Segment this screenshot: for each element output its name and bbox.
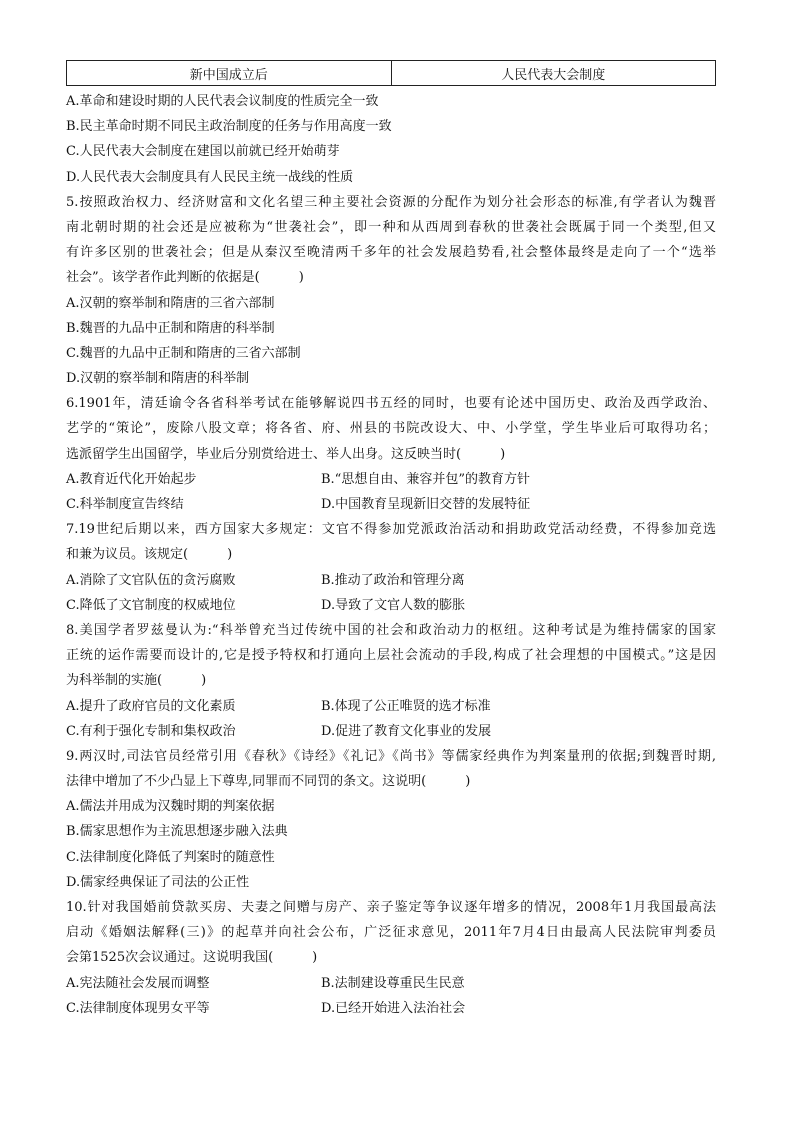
question-stem-line: 为科举制的实施( )	[66, 673, 207, 689]
option-row	[66, 996, 716, 1021]
question-stem-line: 会第1525次会议通过。这说明我国( )	[66, 950, 318, 966]
option-b[interactable]: B.“思想自由、兼容并包”的教育方针	[321, 471, 530, 487]
option-b[interactable]: B.民主革命时期不同民主政治制度的任务与作用高度一致	[66, 119, 392, 135]
option-row	[66, 694, 716, 719]
option-row	[66, 467, 716, 492]
question-stem-line: 9.两汉时,司法官员经常引用《春秋》《诗经》《礼记》《尚书》等儒家经典作为判案量刑的依据;到魏晋时期,	[66, 748, 716, 764]
option-b[interactable]: B.魏晋的九品中正制和隋唐的科举制	[66, 320, 275, 336]
question-6	[66, 391, 716, 517]
question-stem-line: 选派留学生出国留学，毕业后分别赏给进士、举人出身。这反映当时( )	[66, 446, 506, 462]
option-a[interactable]: A.汉朝的察举制和隋唐的三省六部制	[66, 295, 275, 311]
option-c[interactable]: C.法律制度化降低了判案时的随意性	[66, 849, 275, 865]
option-d[interactable]: D.汉朝的察举制和隋唐的科举制	[66, 371, 250, 387]
option-b[interactable]: B.法制建设尊重民生民意	[321, 975, 465, 991]
option-c[interactable]: C.魏晋的九品中正制和隋唐的三省六部制	[66, 345, 301, 361]
option-a[interactable]: A.宪法随社会发展而调整	[66, 975, 210, 991]
question-stem-line: 7.19世纪后期以来，西方国家大多规定：文官不得参加党派政治活动和捐助政党活动经费，不得参加竞选	[66, 522, 716, 538]
question-stem-line: 艺学的“策论”，废除八股文章；将各省、府、州县的书院改设大、中、小学堂，学生毕业后可取得功名；	[66, 421, 716, 437]
question-10	[66, 895, 716, 1021]
option-row	[66, 593, 716, 618]
option-c[interactable]: C.人民代表大会制度在建国以前就已经开始萌芽	[66, 144, 340, 160]
option-d[interactable]: D.人民代表大会制度具有人民民主统一战线的性质	[66, 169, 354, 185]
option-c[interactable]: C.法律制度体现男女平等	[66, 1000, 210, 1016]
option-b[interactable]: B.体现了公正唯贤的选才标准	[321, 698, 491, 714]
option-c[interactable]: C.科举制度宣告终结	[66, 497, 184, 512]
option-row	[66, 971, 716, 996]
question-9	[66, 744, 716, 895]
option-d[interactable]: D.儒家经典保证了司法的公正性	[66, 874, 250, 890]
question-stem-line: 社会”。该学者作此判断的依据是( )	[66, 270, 304, 286]
question-stem-line: 5.按照政治权力、经济财富和文化名望三种主要社会资源的分配作为划分社会形态的标准,有学者认为魏晋	[66, 194, 716, 210]
option-b[interactable]: B.推动了政治和管理分离	[321, 572, 465, 588]
question-stem-line: 和兼为议员。该规定( )	[66, 547, 233, 563]
table-cell-period: 新中国成立后	[67, 61, 392, 86]
option-row	[66, 568, 716, 593]
table-cell-system: 人民代表大会制度	[391, 61, 716, 86]
question-5	[66, 190, 716, 392]
option-c[interactable]: C.降低了文官制度的权威地位	[66, 597, 236, 613]
option-a[interactable]: A.革命和建设时期的人民代表会议制度的性质完全一致	[66, 94, 379, 109]
question-8	[66, 618, 716, 744]
question-stem-line: 法律中增加了不少凸显上下尊卑,同罪而不同罚的条文。这说明( )	[66, 774, 471, 790]
question-stem-line: 6.1901年，清廷谕令各省科举考试在能够解说四书五经的同时，也要有论述中国历史、政治及西学政治、	[66, 396, 716, 412]
option-d[interactable]: D.中国教育呈现新旧交替的发展特征	[321, 497, 531, 512]
option-a[interactable]: A.教育近代化开始起步	[66, 471, 197, 487]
option-row	[66, 492, 716, 517]
option-d[interactable]: D.促进了教育文化事业的发展	[321, 723, 492, 739]
exam-page	[66, 60, 716, 1021]
question-stem-line: 正统的运作需要而设计的,它是授予特权和打通向上层社会流动的手段,构成了社会理想的中国模式。”这是因	[66, 648, 716, 664]
question-stem-line: 有许多区别的世袭社会；但是从秦汉至晚清两千多年的社会发展趋势看,社会整体最终是走向了一个“选举	[66, 245, 716, 261]
question-7	[66, 517, 716, 618]
comparison-table	[66, 60, 716, 86]
option-a[interactable]: A.消除了文官队伍的贪污腐败	[66, 572, 236, 588]
option-d[interactable]: D.导致了文官人数的膨胀	[321, 597, 466, 613]
option-row	[66, 719, 716, 744]
question-4-options	[66, 89, 716, 190]
question-stem-line: 8.美国学者罗兹曼认为:“科举曾充当过传统中国的社会和政治动力的枢纽。这种考试是为维持儒家的国家	[66, 622, 716, 638]
option-b[interactable]: B.儒家思想作为主流思想逐步融入法典	[66, 824, 288, 840]
option-c[interactable]: C.有利于强化专制和集权政治	[66, 723, 236, 739]
table-row	[67, 61, 716, 86]
option-d[interactable]: D.已经开始进入法治社会	[321, 1000, 466, 1016]
question-stem-line: 南北朝时期的社会还是应被称为“世袭社会”，即一种和从西周到春秋的世袭社会既属于同一个类型,但又	[66, 219, 716, 235]
question-stem-line: 启动《婚姻法解释(三)》的起草并向社会公布，广泛征求意见，2011年7月4日由最高人民法院审判委员	[66, 925, 716, 941]
option-a[interactable]: A.儒法并用成为汉魏时期的判案依据	[66, 799, 275, 815]
question-stem-line: 10.针对我国婚前贷款买房、夫妻之间赠与房产、亲子鉴定等争议逐年增多的情况，2008年1月我国最高法	[66, 900, 716, 915]
option-a[interactable]: A.提升了政府官员的文化素质	[66, 698, 236, 714]
